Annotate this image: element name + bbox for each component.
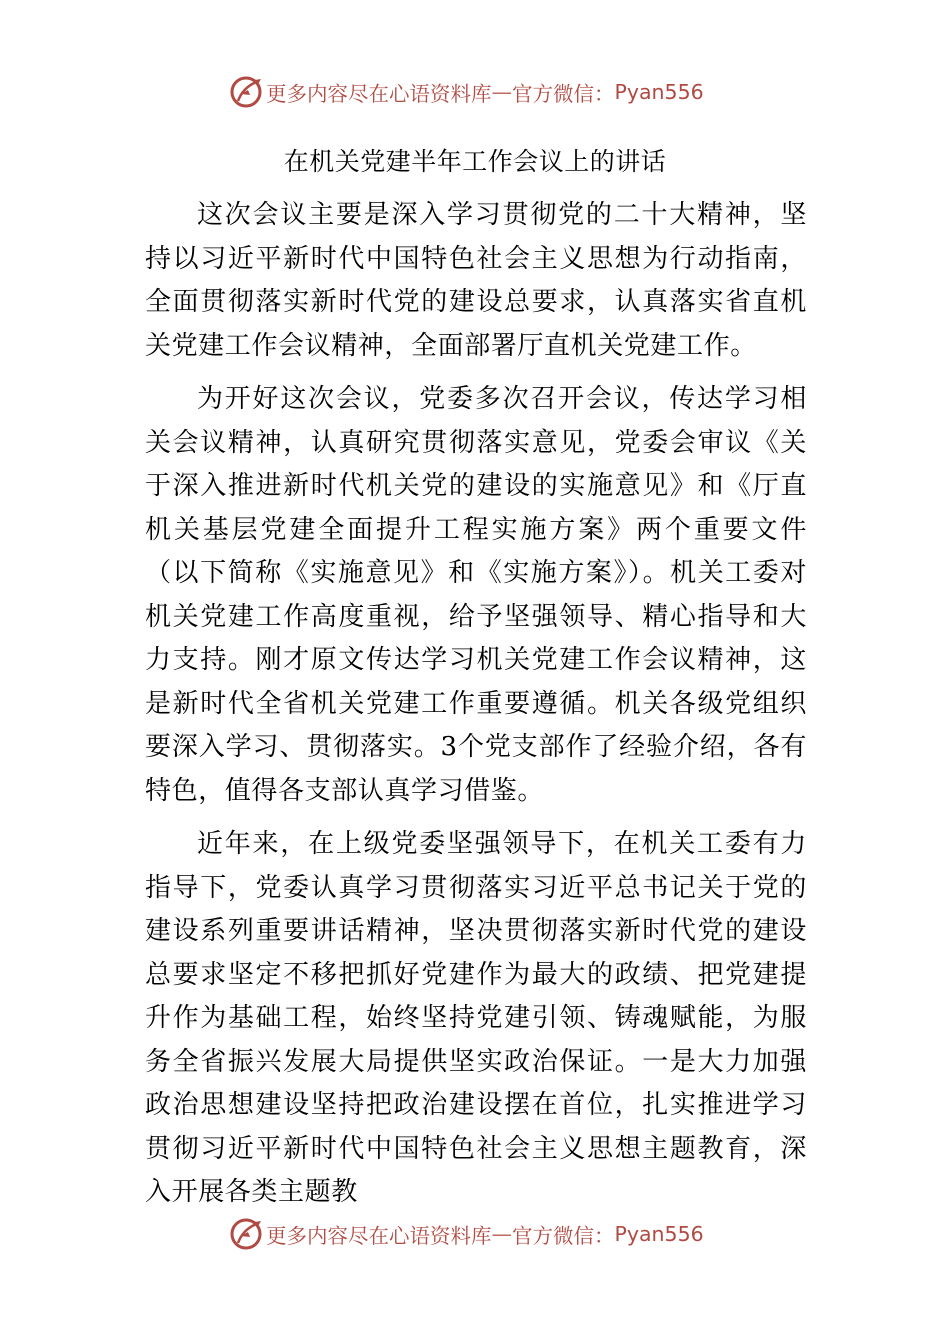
watermark-banner-top (228, 72, 748, 112)
banner-separator: — (491, 80, 512, 104)
banner-wechat-id: Pyan556 (614, 1222, 704, 1246)
banner-text: 更多内容尽在心语资料库 (266, 82, 492, 106)
document-body (145, 194, 807, 1225)
banner-wechat-label: 官方微信： (512, 82, 615, 106)
paragraph: 近年来，在上级党委坚强领导下，在机关工委有力指导下，党委认真学习贯彻落实习近平总书记关于党的建设系列重要讲话精神，坚决贯彻落实新时代党的建设总要求坚定不移把抓好党建作为最大的政绩、把党建提升作为基础工程，始终坚持党建引领、铸魂赋能，为服务全省振兴发展大局提供坚实政治保证。一是大力加强政治思想建设坚持把政治建设摆在首位，扎实推进学习贯彻习近平新时代中国特色社会主义思想主题教育，深入开展各类主题教 (145, 829, 807, 1207)
banner-wechat-label: 官方微信： (512, 1224, 615, 1248)
watermark-banner-bottom (228, 1214, 748, 1254)
paragraph: 为开好这次会议，党委多次召开会议，传达学习相关会议精神，认真研究贯彻落实意见，党委会审议《关于深入推进新时代机关党的建设的实施意见》和《厅直机关基层党建全面提升工程实施方案》两个重要文件（以下简称《实施意见》和《实施方案》）。机关工委对机关党建工作高度重视，给予坚强领导、精心指导和大力支持。刚才原文传达学习机关党建工作会议精神，这是新时代全省机关党建工作重要遵循。机关各级党组织要深入学习、贯彻落实。3个党支部作了经验介绍，各有特色，值得各支部认真学习借鉴。 (145, 384, 807, 806)
banner-wechat-id: Pyan556 (614, 80, 704, 104)
banner-text: 更多内容尽在心语资料库 (266, 1224, 492, 1248)
banner-separator: — (491, 1222, 512, 1246)
logo-icon (228, 74, 264, 110)
document-title: 在机关党建半年工作会议上的讲话 (283, 147, 667, 176)
paragraph: 这次会议主要是深入学习贯彻党的二十大精神，坚持以习近平新时代中国特色社会主义思想为行动指南，全面贯彻落实新时代党的建设总要求，认真落实省直机关党建工作会议精神，全面部署厅直机关党建工作。 (145, 200, 807, 361)
logo-icon (228, 1216, 264, 1252)
